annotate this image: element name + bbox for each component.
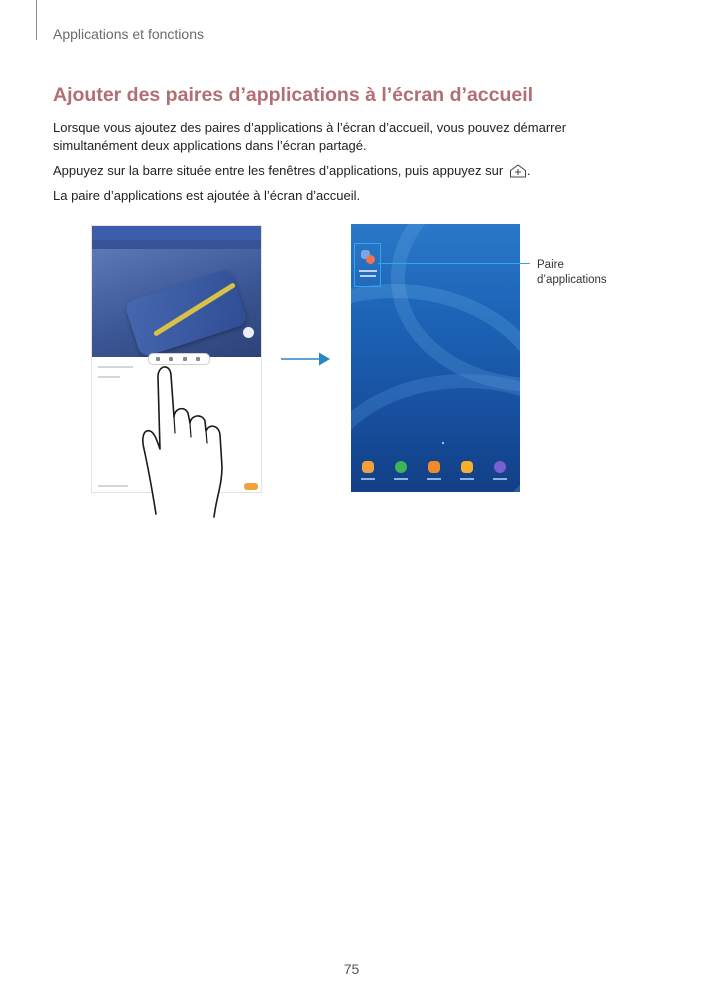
instruction-end: .	[526, 163, 531, 178]
dock-label	[427, 478, 441, 480]
floating-button	[243, 327, 254, 338]
bottom-app-line	[98, 376, 120, 378]
dock-label	[460, 478, 474, 480]
page-title: Ajouter des paires d’applications à l’écran d’accueil	[53, 84, 534, 106]
app-pair-label	[360, 275, 376, 277]
section-header: Applications et fonctions	[53, 26, 204, 42]
app-title-bar	[92, 226, 262, 240]
callout-line-1: Paire	[537, 259, 564, 271]
instruction-text: Appuyez sur la barre située entre les fenêtres d’applications, puis appuyez sur	[53, 163, 504, 178]
bottom-app-line	[98, 366, 133, 368]
dock-internet-icon	[494, 461, 506, 473]
paragraph-result: La paire d’applications est ajoutée à l’écran d’accueil.	[53, 188, 361, 203]
home-screen-illustration	[351, 224, 520, 492]
dock-messages-icon	[461, 461, 473, 473]
paragraph-instruction	[53, 162, 653, 180]
dock-label	[493, 478, 507, 480]
app-pair-icon-b	[366, 255, 375, 264]
callout-label	[537, 258, 607, 288]
page-number: 75	[343, 961, 360, 977]
dock-contacts-icon	[428, 461, 440, 473]
home-plus-icon	[509, 164, 527, 178]
top-app-window	[92, 226, 262, 357]
orange-button	[244, 483, 258, 490]
page-indicator	[442, 442, 444, 444]
arrow-right-icon	[281, 351, 331, 367]
paragraph-intro: Lorsque vous ajoutez des paires d’applications à l’écran d’accueil, vous pouvez démarrer simultanément deux applications dans l’écran partagé.	[53, 120, 567, 153]
product-image	[92, 249, 262, 357]
dock-label	[394, 478, 408, 480]
bottom-app-line	[98, 485, 128, 487]
dock-phone-icon	[395, 461, 407, 473]
app-pair-shortcut	[354, 243, 381, 287]
dock-folder-icon	[362, 461, 374, 473]
app-pair-label	[359, 270, 377, 272]
dock-label	[361, 478, 375, 480]
callout-leader-line	[378, 263, 530, 264]
callout-line-2: d’applications	[537, 274, 607, 286]
tapping-hand-icon	[136, 349, 246, 519]
app-tab-bar	[92, 240, 262, 249]
page-edge-line	[36, 0, 37, 40]
